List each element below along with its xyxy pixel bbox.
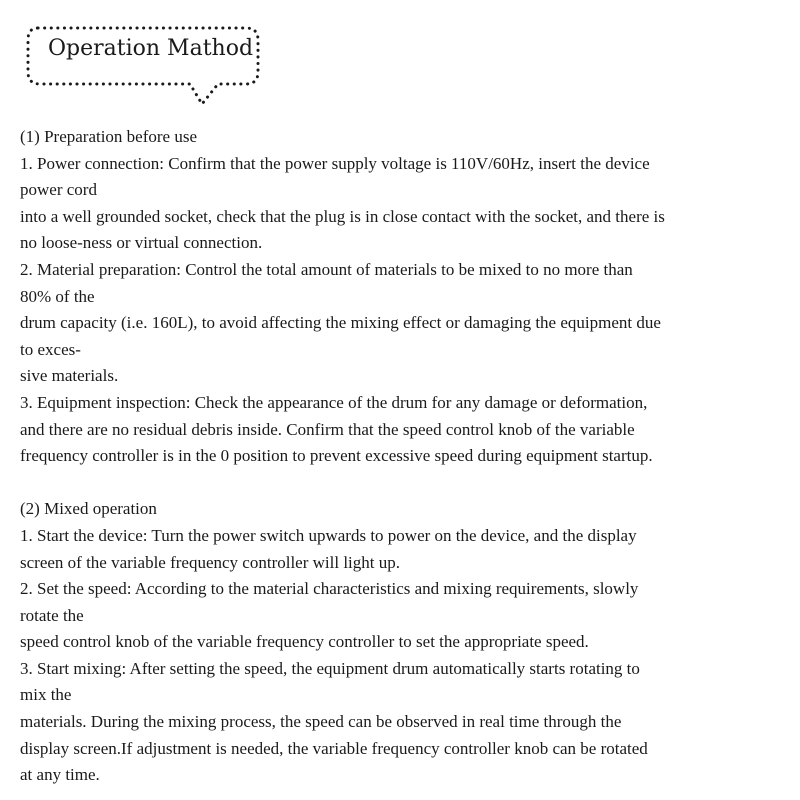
operation-instructions	[20, 124, 780, 789]
section-spacer	[20, 470, 780, 497]
text-line: 1. Start the device: Turn the power switch upwards to power on the device, and the display	[20, 525, 637, 545]
text-line: display screen.If adjustment is needed, the variable frequency controller knob can be rotated	[20, 738, 648, 758]
text-line: frequency controller is in the 0 position to prevent excessive speed during equipment startup.	[20, 446, 653, 466]
text-line: drum capacity (i.e. 160L), to avoid affecting the mixing effect or damaging the equipment due	[20, 313, 661, 333]
text-line: screen of the variable frequency controller will light up.	[20, 552, 400, 572]
text-line: speed control knob of the variable frequency controller to set the appropriate speed.	[20, 632, 589, 652]
text-line: 2. Set the speed: According to the material characteristics and mixing requirements, slowly	[20, 579, 639, 599]
heading-callout	[0, 0, 280, 115]
text-line: 80% of the	[20, 286, 95, 306]
section-title: (2) Mixed operation	[20, 499, 157, 519]
text-line: at any time.	[20, 765, 100, 785]
text-line: to exces-	[20, 339, 81, 359]
text-line: sive materials.	[20, 366, 119, 386]
text-line: materials. During the mixing process, the speed can be observed in real time through the	[20, 712, 622, 732]
text-line: 1. Power connection: Confirm that the power supply voltage is 110V/60Hz, insert the device	[20, 153, 650, 173]
section-title: (1) Preparation before use	[20, 127, 198, 146]
text-line: 3. Equipment inspection: Check the appearance of the drum for any damage or deformation,	[20, 392, 648, 412]
section-preparation	[20, 124, 780, 470]
text-line: rotate the	[20, 605, 84, 625]
page-title: Operation Mathod	[48, 36, 254, 61]
text-line: 3. Start mixing: After setting the speed, the equipment drum automatically starts rotating to	[20, 658, 640, 678]
text-line: into a well grounded socket, check that the plug is in close contact with the socket, and there is	[20, 206, 665, 226]
text-line: mix the	[20, 685, 72, 705]
text-line: and there are no residual debris inside. Confirm that the speed control knob of the variable	[20, 419, 635, 439]
text-line: 2. Material preparation: Control the total amount of materials to be mixed to no more than	[20, 259, 633, 279]
section-mixed-operation	[20, 496, 780, 789]
text-line: power cord	[20, 180, 97, 200]
text-line: no loose-ness or virtual connection.	[20, 233, 263, 253]
